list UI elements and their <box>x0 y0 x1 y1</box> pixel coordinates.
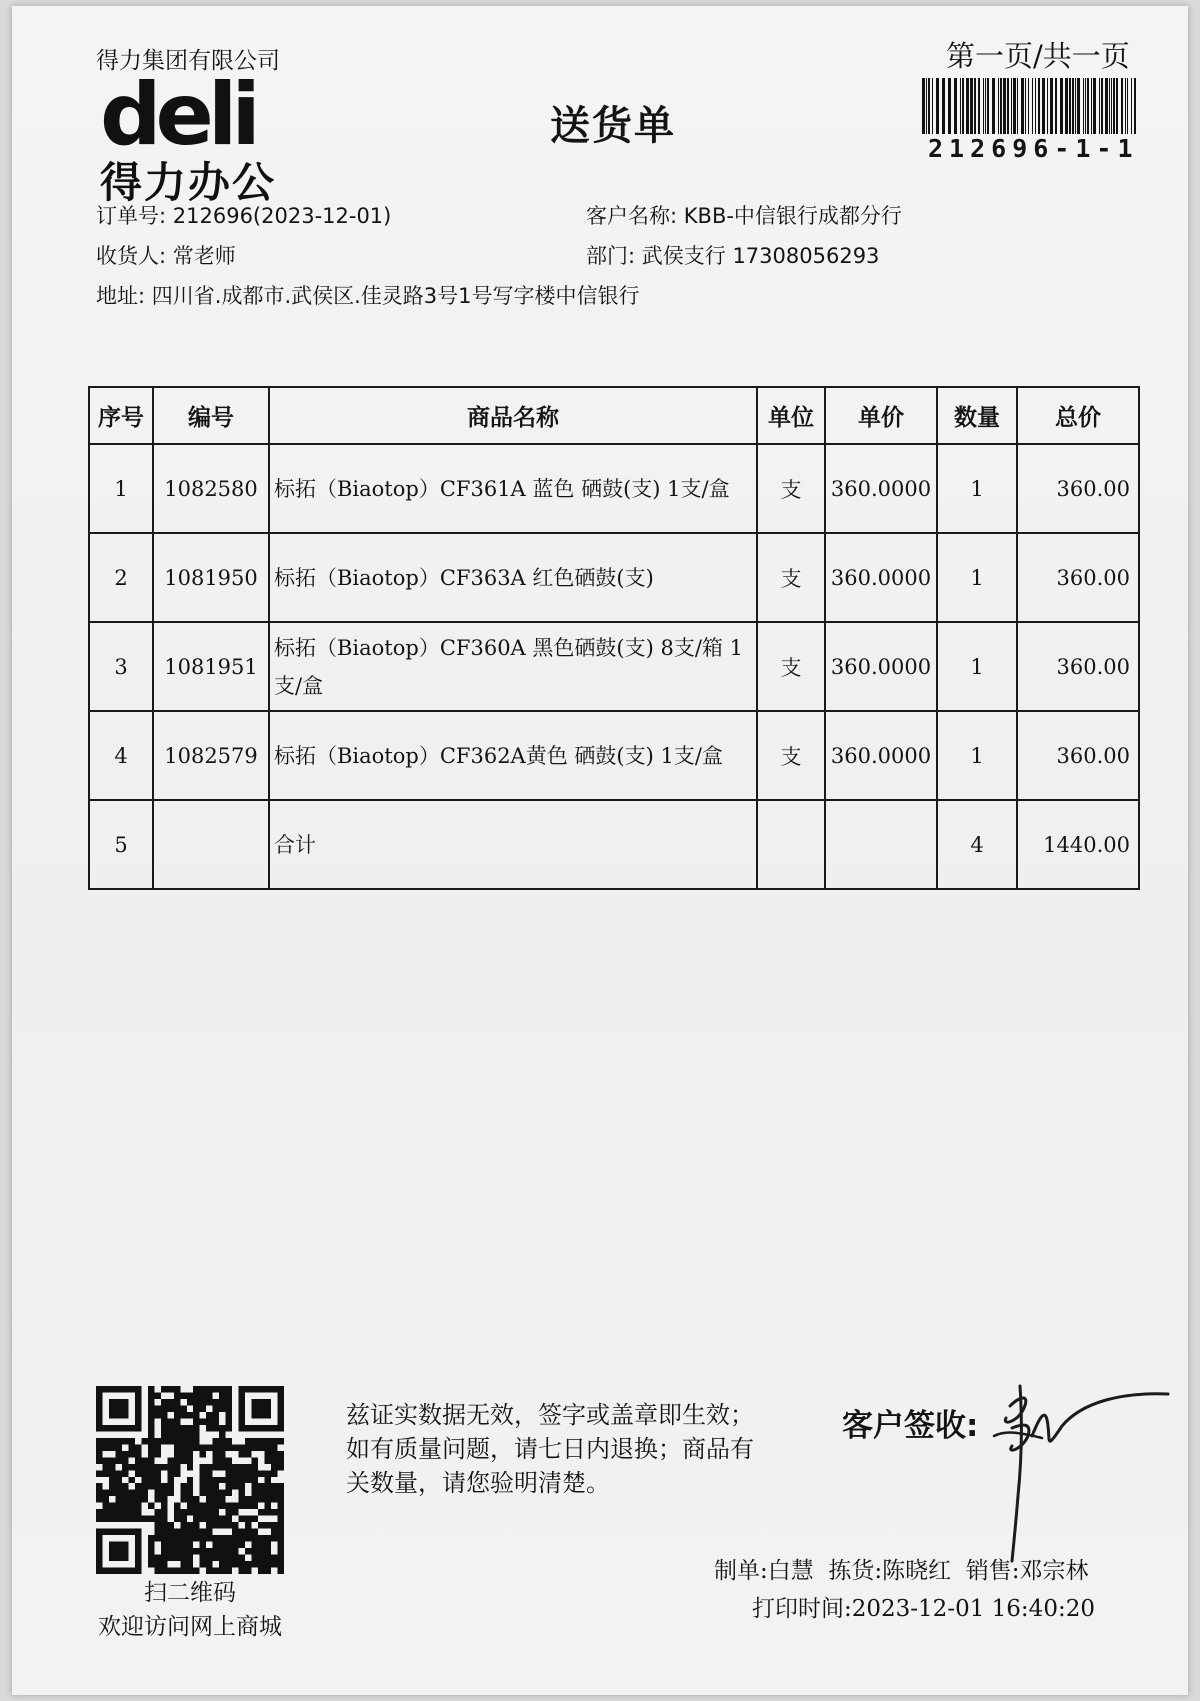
table-row <box>89 533 1139 622</box>
notice-text: 兹证实数据无效，签字或盖章即生效；如有质量问题，请七日内退换；商品有关数量，请您验明清楚。 <box>346 1401 754 1497</box>
cell-unit: 支 <box>757 622 825 711</box>
dept-value: 武侯支行 17308056293 <box>641 244 880 268</box>
cell-quantity: 1 <box>937 533 1017 622</box>
cell-quantity: 1 <box>937 444 1017 533</box>
header-unit: 单位 <box>757 387 825 444</box>
cell-total: 360.00 <box>1017 444 1139 533</box>
header-total: 总价 <box>1017 387 1139 444</box>
cell-product-name: 标拓（Biaotop）CF360A 黑色硒鼓(支) 8支/箱 1支/盒 <box>269 622 757 711</box>
receiver-value: 常老师 <box>172 244 236 268</box>
cell-seq: 4 <box>89 711 153 800</box>
cell-unit-price: 360.0000 <box>825 444 937 533</box>
cell-unit: 支 <box>757 444 825 533</box>
cell-code: 1082580 <box>153 444 269 533</box>
maker: 制单:白慧 <box>714 1558 814 1584</box>
cell-code: 1081950 <box>153 533 269 622</box>
cell-total: 360.00 <box>1017 711 1139 800</box>
document-title: 送货单 <box>550 103 676 149</box>
cell-seq: 5 <box>89 800 153 889</box>
header-unit-price: 单价 <box>825 387 937 444</box>
cell-seq: 3 <box>89 622 153 711</box>
staff-line <box>714 1552 1089 1585</box>
cell-total: 360.00 <box>1017 533 1139 622</box>
page-info: 第一页/共一页 <box>946 39 1130 73</box>
cell-unit-price <box>825 800 937 889</box>
cell-total: 360.00 <box>1017 622 1139 711</box>
barcode-number: 212696-1-1 <box>928 134 1139 163</box>
cell-grand-total: 1440.00 <box>1017 800 1139 889</box>
print-time: 打印时间:2023-12-01 16:40:20 <box>752 1596 1095 1622</box>
cell-quantity: 1 <box>937 711 1017 800</box>
department <box>586 240 879 270</box>
order-value: 212696(2023-12-01) <box>172 204 392 228</box>
address-label: 地址: <box>96 284 146 308</box>
qr-code-icon <box>96 1386 284 1574</box>
barcode-icon <box>922 78 1138 134</box>
cell-product-name: 标拓（Biaotop）CF363A 红色硒鼓(支) <box>269 533 757 622</box>
cell-summary-label: 合计 <box>269 800 757 889</box>
cell-seq: 1 <box>89 444 153 533</box>
header-code: 编号 <box>153 387 269 444</box>
summary-row <box>89 800 1139 889</box>
address <box>96 280 640 310</box>
receiver <box>96 240 236 270</box>
cell-unit <box>757 800 825 889</box>
table-header-row <box>89 387 1139 444</box>
cell-unit: 支 <box>757 533 825 622</box>
cell-unit-price: 360.0000 <box>825 533 937 622</box>
table-row <box>89 711 1139 800</box>
deli-logo <box>100 65 310 207</box>
cell-unit-price: 360.0000 <box>825 622 937 711</box>
cell-quantity: 1 <box>937 622 1017 711</box>
customer-label: 客户名称: <box>586 204 678 228</box>
customer-name <box>586 200 902 230</box>
delivery-note-sheet <box>12 6 1188 1695</box>
logo-wordmark: deli <box>100 65 255 165</box>
cell-product-name: 标拓（Biaotop）CF361A 蓝色 硒鼓(支) 1支/盒 <box>269 444 757 533</box>
dept-label: 部门: <box>586 244 636 268</box>
handwritten-signature <box>972 1346 1172 1566</box>
items-table <box>88 386 1140 890</box>
cell-code: 1081951 <box>153 622 269 711</box>
receiver-label: 收货人: <box>96 244 167 268</box>
order-label: 订单号: <box>96 204 167 228</box>
cell-code: 1082579 <box>153 711 269 800</box>
picker: 拣货:陈晓红 <box>828 1558 952 1584</box>
header-quantity: 数量 <box>937 387 1017 444</box>
sales: 销售:邓宗林 <box>965 1558 1089 1584</box>
header-seq: 序号 <box>89 387 153 444</box>
cell-unit-price: 360.0000 <box>825 711 937 800</box>
cell-code <box>153 800 269 889</box>
customer-value: KBB-中信银行成都分行 <box>683 204 902 228</box>
cell-product-name: 标拓（Biaotop）CF362A黄色 硒鼓(支) 1支/盒 <box>269 711 757 800</box>
qr-caption-scan: 扫二维码 <box>144 1580 236 1606</box>
address-value: 四川省.成都市.武侯区.佳灵路3号1号写字楼中信银行 <box>151 284 640 308</box>
customer-sign-label: 客户签收: <box>842 1408 979 1444</box>
table-row <box>89 444 1139 533</box>
header-product-name: 商品名称 <box>269 387 757 444</box>
company-name: 得力集团有限公司 <box>96 48 280 74</box>
table-row <box>89 622 1139 711</box>
cell-total-quantity: 4 <box>937 800 1017 889</box>
logo-chinese: 得力办公 <box>100 158 277 207</box>
cell-seq: 2 <box>89 533 153 622</box>
order-number <box>96 200 391 230</box>
qr-caption-mall: 欢迎访问网上商城 <box>98 1614 282 1640</box>
cell-unit: 支 <box>757 711 825 800</box>
